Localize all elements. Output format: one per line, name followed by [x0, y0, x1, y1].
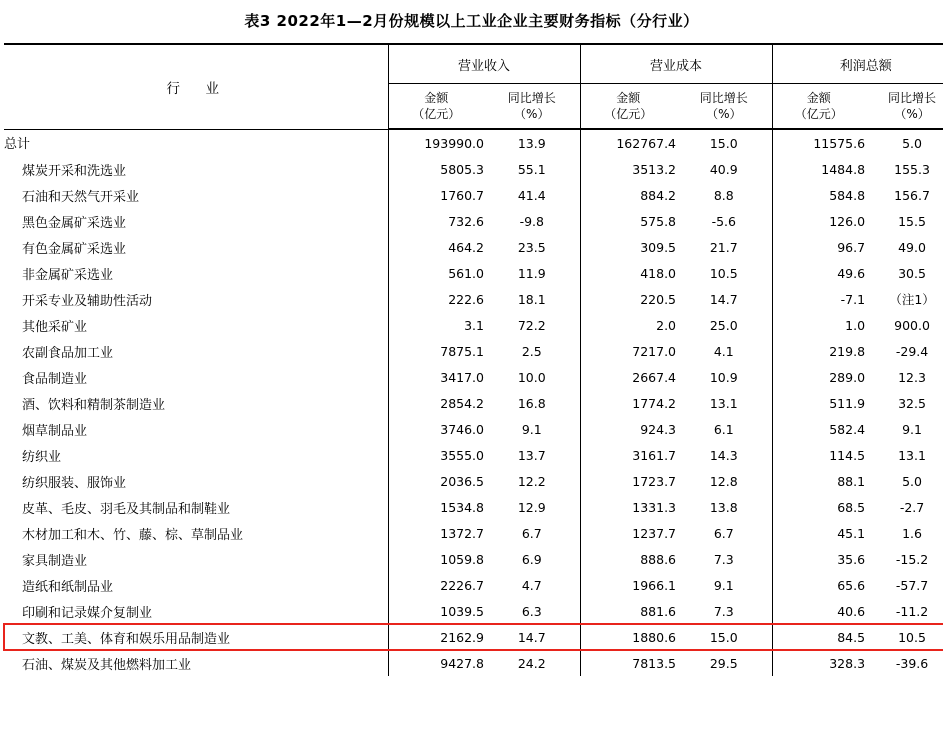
header-sub-cost-yoy	[676, 84, 772, 130]
header-sub-cost-amount	[580, 84, 676, 130]
table-row	[4, 260, 943, 286]
row-cost-amount: 1966.1	[580, 572, 676, 598]
row-cost-amount: 7217.0	[580, 338, 676, 364]
row-profit-yoy: -15.2	[895, 551, 929, 567]
row-cost-yoy: 14.3	[709, 447, 738, 463]
row-profit-yoy: 13.1	[898, 447, 926, 463]
row-cost-amount: 1880.6	[580, 624, 676, 650]
row-revenue-yoy: 2.5	[521, 343, 542, 359]
row-cost-yoy: 9.1	[713, 577, 734, 593]
table-row	[4, 182, 943, 208]
row-revenue-amount: 1534.8	[388, 494, 484, 520]
row-cost-amount: 1774.2	[580, 390, 676, 416]
row-industry-name: 有色金属矿采选业	[22, 241, 127, 257]
row-cost-yoy: 13.1	[709, 395, 738, 411]
row-profit-amount: 511.9	[772, 390, 865, 416]
row-profit-amount: 1484.8	[772, 156, 865, 182]
row-cost-amount: 220.5	[580, 286, 676, 312]
row-industry-name: 开采专业及辅助性活动	[22, 293, 153, 309]
row-cost-yoy: 7.3	[713, 603, 734, 619]
table-row	[4, 364, 943, 390]
row-cost-amount: 309.5	[580, 234, 676, 260]
row-profit-yoy: 30.5	[898, 265, 926, 281]
row-revenue-amount: 3.1	[388, 312, 484, 338]
header-sub-revenue-amount	[388, 84, 484, 130]
row-profit-amount: 1.0	[772, 312, 865, 338]
financial-indicators-table	[4, 43, 943, 676]
page-title: 表3 2022年1—2月份规模以上工业企业主要财务指标（分行业）	[244, 12, 699, 30]
row-revenue-yoy: 16.8	[517, 395, 546, 411]
table-header	[4, 44, 943, 129]
row-profit-yoy: 10.5	[898, 629, 926, 645]
row-cost-yoy: 21.7	[709, 239, 738, 255]
row-cost-amount: 888.6	[580, 546, 676, 572]
row-industry-name: 煤炭开采和洗选业	[22, 163, 127, 179]
row-cost-yoy: 6.7	[713, 525, 734, 541]
row-profit-amount: 584.8	[772, 182, 865, 208]
row-cost-amount: 2.0	[580, 312, 676, 338]
row-industry-name: 文教、工美、体育和娱乐用品制造业	[22, 631, 231, 647]
row-industry-name: 石油、煤炭及其他燃料加工业	[22, 657, 192, 673]
row-cost-yoy: -5.6	[711, 213, 736, 229]
row-revenue-amount: 3417.0	[388, 364, 484, 390]
row-revenue-amount: 1372.7	[388, 520, 484, 546]
row-cost-yoy: 6.1	[713, 421, 734, 437]
row-revenue-yoy: 13.7	[517, 447, 546, 463]
header-sub-line1: 同比增长	[507, 90, 556, 105]
row-revenue-yoy: 24.2	[517, 655, 546, 671]
row-industry-name: 食品制造业	[22, 371, 88, 387]
header-sub-revenue-yoy	[484, 84, 580, 130]
row-industry-name: 其他采矿业	[22, 319, 88, 335]
row-profit-amount: -7.1	[772, 286, 865, 312]
row-cost-amount: 162767.4	[580, 129, 676, 156]
row-profit-yoy: 5.0	[902, 135, 922, 151]
row-revenue-amount: 2854.2	[388, 390, 484, 416]
row-cost-amount: 3513.2	[580, 156, 676, 182]
row-cost-amount: 7813.5	[580, 650, 676, 676]
row-profit-amount: 88.1	[772, 468, 865, 494]
row-cost-yoy: 10.9	[709, 369, 738, 385]
header-sub-line1: 同比增长	[699, 90, 748, 105]
row-industry-name: 黑色金属矿采选业	[22, 215, 127, 231]
row-cost-amount: 418.0	[580, 260, 676, 286]
table-row	[4, 598, 943, 624]
row-cost-yoy: 29.5	[709, 655, 738, 671]
row-industry-name: 烟草制品业	[22, 423, 88, 439]
header-group-profit: 利润总额	[772, 44, 943, 84]
row-revenue-yoy: 41.4	[517, 187, 546, 203]
row-cost-yoy: 14.7	[709, 291, 738, 307]
row-cost-amount: 3161.7	[580, 442, 676, 468]
row-revenue-amount: 2036.5	[388, 468, 484, 494]
row-revenue-amount: 2162.9	[388, 624, 484, 650]
row-profit-yoy: 900.0	[894, 317, 930, 333]
row-cost-yoy: 40.9	[709, 161, 738, 177]
row-profit-yoy: 156.7	[894, 187, 930, 203]
header-sub-line1: 金额	[616, 90, 641, 105]
row-revenue-yoy: 6.9	[521, 551, 542, 567]
row-profit-amount: 65.6	[772, 572, 865, 598]
row-revenue-amount: 1039.5	[388, 598, 484, 624]
row-revenue-amount: 9427.8	[388, 650, 484, 676]
row-revenue-yoy: 14.7	[517, 629, 546, 645]
row-profit-amount: 96.7	[772, 234, 865, 260]
row-industry-name: 造纸和纸制品业	[22, 579, 114, 595]
row-industry-name: 农副食品加工业	[22, 345, 114, 361]
row-profit-amount: 289.0	[772, 364, 865, 390]
row-profit-yoy: -29.4	[895, 343, 929, 359]
row-profit-yoy: 155.3	[894, 161, 930, 177]
row-revenue-yoy: 12.2	[517, 473, 546, 489]
row-cost-yoy: 8.8	[713, 187, 734, 203]
row-cost-amount: 2667.4	[580, 364, 676, 390]
row-profit-amount: 219.8	[772, 338, 865, 364]
header-sub-line2: （亿元）	[794, 107, 843, 121]
row-cost-amount: 1723.7	[580, 468, 676, 494]
row-profit-amount: 582.4	[772, 416, 865, 442]
header-sub-profit-amount	[772, 84, 865, 130]
row-revenue-amount: 5805.3	[388, 156, 484, 182]
table-row	[4, 520, 943, 546]
row-revenue-yoy: 6.3	[521, 603, 542, 619]
row-profit-amount: 68.5	[772, 494, 865, 520]
table-body	[4, 129, 943, 676]
row-revenue-yoy: 6.7	[521, 525, 542, 541]
row-revenue-amount: 3555.0	[388, 442, 484, 468]
row-revenue-yoy: 23.5	[517, 239, 546, 255]
row-revenue-amount: 3746.0	[388, 416, 484, 442]
row-cost-yoy: 12.8	[709, 473, 738, 489]
header-sub-line2: （%）	[514, 107, 550, 121]
row-profit-yoy: 5.0	[902, 473, 922, 489]
header-sub-line1: 金额	[424, 90, 449, 105]
row-profit-yoy: 9.1	[902, 421, 922, 437]
row-industry-name: 印刷和记录媒介复制业	[22, 605, 153, 621]
row-cost-yoy: 25.0	[709, 317, 738, 333]
row-revenue-amount: 2226.7	[388, 572, 484, 598]
header-sub-line2: （%）	[706, 107, 742, 121]
row-cost-amount: 575.8	[580, 208, 676, 234]
row-revenue-amount: 1760.7	[388, 182, 484, 208]
row-cost-amount: 884.2	[580, 182, 676, 208]
row-revenue-amount: 193990.0	[388, 129, 484, 156]
table-row	[4, 494, 943, 520]
row-profit-yoy: 32.5	[898, 395, 926, 411]
row-profit-amount: 11575.6	[772, 129, 865, 156]
row-revenue-yoy: 10.0	[517, 369, 546, 385]
table-row	[4, 312, 943, 338]
row-revenue-amount: 732.6	[388, 208, 484, 234]
header-sub-line2: （%）	[894, 107, 930, 121]
table-row	[4, 416, 943, 442]
header-sub-line1: 同比增长	[888, 90, 937, 105]
row-profit-amount: 40.6	[772, 598, 865, 624]
table-row	[4, 572, 943, 598]
row-revenue-amount: 1059.8	[388, 546, 484, 572]
header-sub-profit-yoy	[865, 84, 943, 130]
header-group-row	[4, 44, 943, 84]
row-revenue-amount: 7875.1	[388, 338, 484, 364]
row-profit-yoy: -2.7	[899, 499, 925, 515]
table-row	[4, 129, 943, 156]
table-row	[4, 208, 943, 234]
table-row	[4, 338, 943, 364]
header-sub-line2: （亿元）	[412, 107, 461, 121]
row-cost-yoy: 13.8	[709, 499, 738, 515]
row-profit-amount: 49.6	[772, 260, 865, 286]
row-cost-yoy: 15.0	[709, 629, 738, 645]
row-revenue-yoy: 18.1	[517, 291, 546, 307]
row-profit-yoy: -39.6	[895, 655, 929, 671]
row-profit-amount: 84.5	[772, 624, 865, 650]
row-profit-yoy: 49.0	[898, 239, 926, 255]
row-revenue-yoy: 12.9	[517, 499, 546, 515]
header-sub-line1: 金额	[806, 90, 831, 105]
row-industry-name: 家具制造业	[22, 553, 88, 569]
header-group-cost: 营业成本	[580, 44, 772, 84]
row-profit-yoy: -57.7	[895, 577, 929, 593]
row-revenue-yoy: 55.1	[517, 161, 546, 177]
table-row	[4, 624, 943, 650]
table-row	[4, 650, 943, 676]
table-row	[4, 442, 943, 468]
row-revenue-amount: 561.0	[388, 260, 484, 286]
row-revenue-yoy: -9.8	[519, 213, 544, 229]
table-row	[4, 286, 943, 312]
row-revenue-yoy: 11.9	[517, 265, 546, 281]
row-profit-yoy: 1.6	[902, 525, 922, 541]
row-cost-amount: 1331.3	[580, 494, 676, 520]
row-cost-yoy: 15.0	[709, 135, 738, 151]
row-industry-name: 纺织业	[22, 449, 62, 465]
row-profit-yoy: （注1）	[889, 292, 935, 307]
table-row	[4, 546, 943, 572]
row-profit-amount: 45.1	[772, 520, 865, 546]
row-profit-yoy: 15.5	[898, 213, 926, 229]
row-revenue-amount: 464.2	[388, 234, 484, 260]
table-row	[4, 234, 943, 260]
table-row	[4, 468, 943, 494]
row-revenue-yoy: 9.1	[521, 421, 542, 437]
row-profit-amount: 126.0	[772, 208, 865, 234]
row-industry-name: 酒、饮料和精制茶制造业	[22, 397, 166, 413]
row-revenue-yoy: 4.7	[521, 577, 542, 593]
row-cost-amount: 881.6	[580, 598, 676, 624]
row-industry-name: 皮革、毛皮、羽毛及其制品和制鞋业	[22, 501, 231, 517]
row-cost-yoy: 7.3	[713, 551, 734, 567]
table-row	[4, 390, 943, 416]
row-industry-name: 木材加工和木、竹、藤、棕、草制品业	[22, 527, 244, 543]
header-industry: 行 业	[4, 44, 388, 129]
row-profit-amount: 328.3	[772, 650, 865, 676]
row-industry-name: 总计	[4, 137, 31, 153]
row-revenue-yoy: 72.2	[517, 317, 546, 333]
row-cost-yoy: 4.1	[713, 343, 734, 359]
table-row	[4, 156, 943, 182]
row-cost-amount: 924.3	[580, 416, 676, 442]
header-group-revenue: 营业收入	[388, 44, 580, 84]
row-revenue-yoy: 13.9	[517, 135, 546, 151]
row-industry-name: 非金属矿采选业	[22, 267, 114, 283]
row-profit-yoy: -11.2	[895, 603, 929, 619]
row-cost-amount: 1237.7	[580, 520, 676, 546]
header-sub-line2: （亿元）	[604, 107, 653, 121]
row-profit-amount: 114.5	[772, 442, 865, 468]
row-profit-yoy: 12.3	[898, 369, 926, 385]
row-revenue-amount: 222.6	[388, 286, 484, 312]
row-profit-amount: 35.6	[772, 546, 865, 572]
row-industry-name: 纺织服装、服饰业	[22, 475, 127, 491]
row-cost-yoy: 10.5	[709, 265, 738, 281]
row-industry-name: 石油和天然气开采业	[22, 189, 140, 205]
